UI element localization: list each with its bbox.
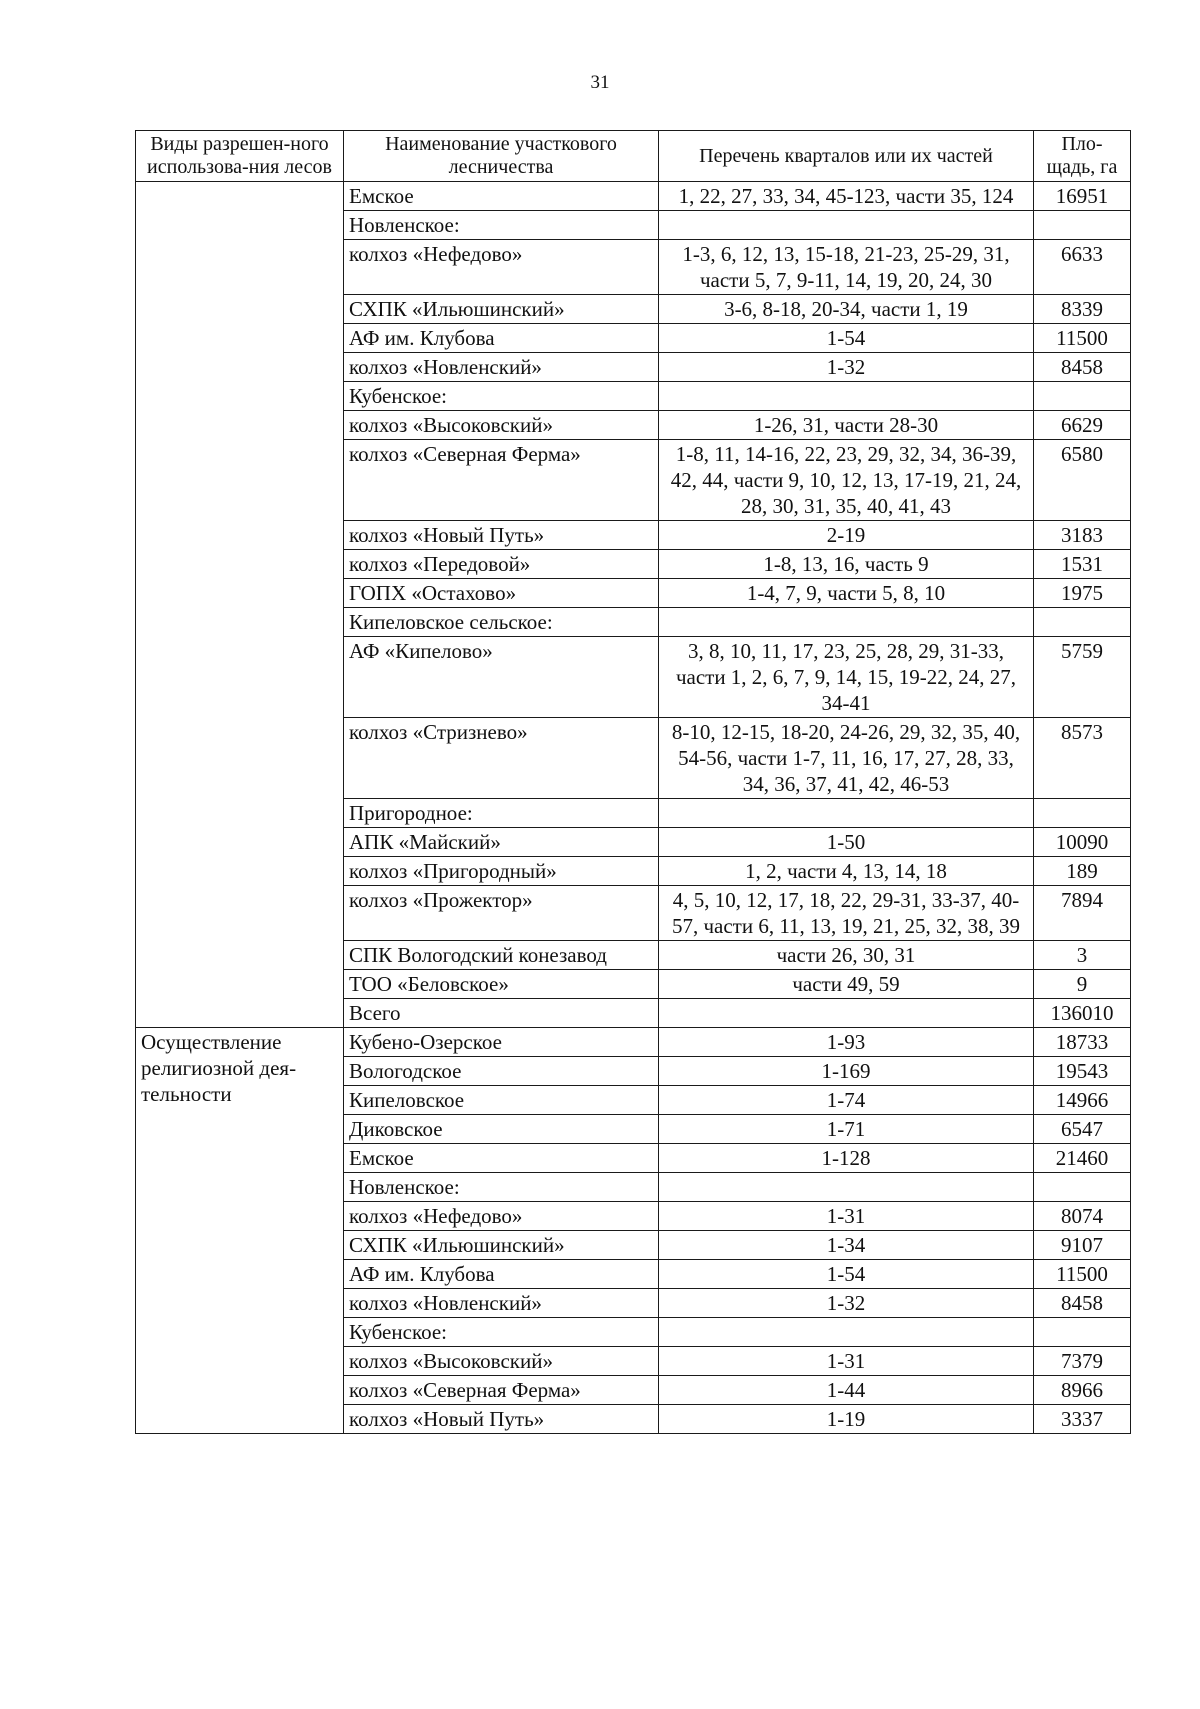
area-cell: 11500	[1034, 324, 1131, 353]
forestry-name-cell: Емское	[344, 182, 659, 211]
forestry-name-cell: СПК Вологодский конезавод	[344, 941, 659, 970]
forestry-name-cell: колхоз «Прожектор»	[344, 886, 659, 941]
area-cell: 3	[1034, 941, 1131, 970]
forest-use-table	[135, 130, 1131, 1434]
header-area: Пло-щадь, га	[1034, 131, 1131, 182]
table-row	[136, 1028, 1131, 1057]
quarters-cell: 1-4, 7, 9, части 5, 8, 10	[659, 579, 1034, 608]
area-cell: 7894	[1034, 886, 1131, 941]
area-cell: 14966	[1034, 1086, 1131, 1115]
area-cell: 18733	[1034, 1028, 1131, 1057]
quarters-cell: 8-10, 12-15, 18-20, 24-26, 29, 32, 35, 40, 54-56, части 1-7, 11, 16, 17, 27, 28, 33, 34, 36, 37, 41, 42, 46-53	[659, 718, 1034, 799]
area-cell: 3183	[1034, 521, 1131, 550]
forestry-name-cell: колхоз «Новый Путь»	[344, 1405, 659, 1434]
quarters-cell: 1-31	[659, 1347, 1034, 1376]
forestry-name-cell: ТОО «Беловское»	[344, 970, 659, 999]
quarters-cell: 1-54	[659, 1260, 1034, 1289]
quarters-cell: 1-8, 11, 14-16, 22, 23, 29, 32, 34, 36-39, 42, 44, части 9, 10, 12, 13, 17-19, 21, 24, 28, 30, 31, 35, 40, 41, 43	[659, 440, 1034, 521]
area-cell: 3337	[1034, 1405, 1131, 1434]
area-cell: 8966	[1034, 1376, 1131, 1405]
table-body	[136, 182, 1131, 1434]
forestry-name-cell: колхоз «Высоковский»	[344, 411, 659, 440]
forestry-name-cell: АФ им. Клубова	[344, 1260, 659, 1289]
forestry-name-cell: Кубено-Озерское	[344, 1028, 659, 1057]
forestry-name-cell: колхоз «Нефедово»	[344, 240, 659, 295]
quarters-cell: 1-34	[659, 1231, 1034, 1260]
quarters-cell	[659, 1173, 1034, 1202]
quarters-cell: 1-169	[659, 1057, 1034, 1086]
forestry-name-cell: Кипеловское	[344, 1086, 659, 1115]
area-cell: 16951	[1034, 182, 1131, 211]
header-quarters: Перечень кварталов или их частей	[659, 131, 1034, 182]
quarters-cell: части 26, 30, 31	[659, 941, 1034, 970]
forestry-name-cell: ГОПХ «Остахово»	[344, 579, 659, 608]
quarters-cell	[659, 608, 1034, 637]
quarters-cell: части 49, 59	[659, 970, 1034, 999]
forestry-name-cell: Емское	[344, 1144, 659, 1173]
forestry-name-cell: колхоз «Пригородный»	[344, 857, 659, 886]
quarters-cell: 1-74	[659, 1086, 1034, 1115]
table-row	[136, 182, 1131, 211]
area-cell: 8339	[1034, 295, 1131, 324]
forestry-name-cell: Новленское:	[344, 1173, 659, 1202]
forestry-name-cell: колхоз «Новленский»	[344, 353, 659, 382]
quarters-cell	[659, 382, 1034, 411]
quarters-cell: 1-32	[659, 1289, 1034, 1318]
area-cell	[1034, 1173, 1131, 1202]
quarters-cell: 1-50	[659, 828, 1034, 857]
quarters-cell: 1-19	[659, 1405, 1034, 1434]
quarters-cell: 1-54	[659, 324, 1034, 353]
area-cell: 8074	[1034, 1202, 1131, 1231]
quarters-cell: 2-19	[659, 521, 1034, 550]
quarters-cell: 1, 22, 27, 33, 34, 45-123, части 35, 124	[659, 182, 1034, 211]
area-cell: 8458	[1034, 353, 1131, 382]
area-cell: 8573	[1034, 718, 1131, 799]
forestry-name-cell: Всего	[344, 999, 659, 1028]
quarters-cell: 3-6, 8-18, 20-34, части 1, 19	[659, 295, 1034, 324]
quarters-cell	[659, 211, 1034, 240]
area-cell: 11500	[1034, 1260, 1131, 1289]
forestry-name-cell: колхоз «Стризнево»	[344, 718, 659, 799]
quarters-cell: 1-32	[659, 353, 1034, 382]
area-cell: 9107	[1034, 1231, 1131, 1260]
forestry-name-cell: колхоз «Северная Ферма»	[344, 440, 659, 521]
area-cell: 189	[1034, 857, 1131, 886]
quarters-cell: 3, 8, 10, 11, 17, 23, 25, 28, 29, 31-33, части 1, 2, 6, 7, 9, 14, 15, 19-22, 24, 27, 34-41	[659, 637, 1034, 718]
area-cell: 136010	[1034, 999, 1131, 1028]
quarters-cell: 1-44	[659, 1376, 1034, 1405]
area-cell: 6580	[1034, 440, 1131, 521]
area-cell	[1034, 799, 1131, 828]
area-cell: 1975	[1034, 579, 1131, 608]
area-cell	[1034, 382, 1131, 411]
area-cell	[1034, 608, 1131, 637]
forest-use-kind-cell: Осуществление религиозной дея-тельности	[136, 1028, 344, 1434]
area-cell: 19543	[1034, 1057, 1131, 1086]
quarters-cell	[659, 1318, 1034, 1347]
area-cell: 6633	[1034, 240, 1131, 295]
forestry-name-cell: АФ «Кипелово»	[344, 637, 659, 718]
forestry-name-cell: Кубенское:	[344, 382, 659, 411]
area-cell: 6629	[1034, 411, 1131, 440]
area-cell: 8458	[1034, 1289, 1131, 1318]
forestry-name-cell: колхоз «Передовой»	[344, 550, 659, 579]
area-cell	[1034, 211, 1131, 240]
forestry-name-cell: колхоз «Новый Путь»	[344, 521, 659, 550]
quarters-cell	[659, 999, 1034, 1028]
page-number: 31	[590, 72, 610, 93]
quarters-cell: 1-31	[659, 1202, 1034, 1231]
forestry-name-cell: Новленское:	[344, 211, 659, 240]
quarters-cell: 1-93	[659, 1028, 1034, 1057]
area-cell: 21460	[1034, 1144, 1131, 1173]
forestry-name-cell: Пригородное:	[344, 799, 659, 828]
quarters-cell: 1-128	[659, 1144, 1034, 1173]
forestry-name-cell: колхоз «Нефедово»	[344, 1202, 659, 1231]
header-name: Наименование участкового лесничества	[344, 131, 659, 182]
quarters-cell: 1-8, 13, 16, часть 9	[659, 550, 1034, 579]
forestry-name-cell: СХПК «Ильюшинский»	[344, 295, 659, 324]
forestry-name-cell: колхоз «Северная Ферма»	[344, 1376, 659, 1405]
quarters-cell: 1-26, 31, части 28-30	[659, 411, 1034, 440]
quarters-cell: 1, 2, части 4, 13, 14, 18	[659, 857, 1034, 886]
area-cell: 1531	[1034, 550, 1131, 579]
header-kind: Виды разрешен-ного использова-ния лесов	[136, 131, 344, 182]
quarters-cell	[659, 799, 1034, 828]
quarters-cell: 1-71	[659, 1115, 1034, 1144]
area-cell: 10090	[1034, 828, 1131, 857]
forestry-name-cell: Вологодское	[344, 1057, 659, 1086]
area-cell: 6547	[1034, 1115, 1131, 1144]
area-cell: 5759	[1034, 637, 1131, 718]
forestry-name-cell: колхоз «Высоковский»	[344, 1347, 659, 1376]
quarters-cell: 4, 5, 10, 12, 17, 18, 22, 29-31, 33-37, 40-57, части 6, 11, 13, 19, 21, 25, 32, 38, 39	[659, 886, 1034, 941]
table-header-row	[136, 131, 1131, 182]
forestry-name-cell: Кубенское:	[344, 1318, 659, 1347]
area-cell: 7379	[1034, 1347, 1131, 1376]
forestry-name-cell: АФ им. Клубова	[344, 324, 659, 353]
forestry-name-cell: Диковское	[344, 1115, 659, 1144]
area-cell: 9	[1034, 970, 1131, 999]
area-cell	[1034, 1318, 1131, 1347]
forestry-name-cell: Кипеловское сельское:	[344, 608, 659, 637]
forestry-name-cell: АПК «Майский»	[344, 828, 659, 857]
forest-use-kind-cell	[136, 182, 344, 1028]
forestry-name-cell: колхоз «Новленский»	[344, 1289, 659, 1318]
quarters-cell: 1-3, 6, 12, 13, 15-18, 21-23, 25-29, 31, части 5, 7, 9-11, 14, 19, 20, 24, 30	[659, 240, 1034, 295]
forestry-name-cell: СХПК «Ильюшинский»	[344, 1231, 659, 1260]
